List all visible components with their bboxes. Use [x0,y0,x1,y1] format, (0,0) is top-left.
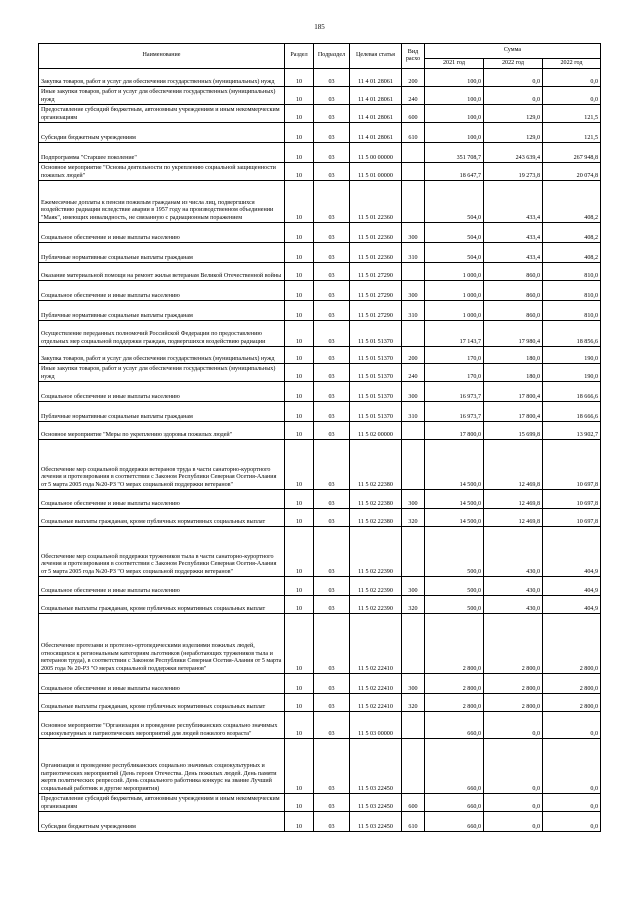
table-row [39,509,601,527]
target-cell: 11 5 02 22410 [350,614,402,674]
page-number: 185 [314,23,325,31]
sum-2022b-cell: 0,0 [543,712,601,739]
section-cell: 10 [285,105,314,123]
sum-2022-cell: 430,0 [484,596,543,614]
target-cell: 11 5 01 51370 [350,321,402,347]
target-cell: 11 5 01 27290 [350,281,402,301]
name-cell: Оказание материальной помощи на ремонт жилья ветеранам Великой Отечественной войны [39,263,285,281]
sum-2021-cell: 16 973,7 [425,402,484,422]
target-cell: 11 5 01 51370 [350,364,402,382]
sum-2021-cell: 1 000,0 [425,301,484,321]
sum-2022-cell: 243 639,4 [484,143,543,163]
name-cell: Социальное обеспечение и иные выплаты населению [39,674,285,694]
subsection-cell: 03 [314,694,350,712]
section-cell: 10 [285,263,314,281]
sum-2022b-cell: 810,0 [543,301,601,321]
sum-2022b-cell: 13 902,7 [543,422,601,440]
vid-cell: 600 [402,794,425,812]
table-row [39,181,601,223]
section-cell: 10 [285,382,314,402]
table-row [39,422,601,440]
name-cell: Публичные нормативные социальные выплаты гражданам [39,243,285,263]
sum-2021-cell: 100,0 [425,69,484,87]
section-cell: 10 [285,301,314,321]
target-cell: 11 5 02 22410 [350,674,402,694]
table-row [39,223,601,243]
name-cell: Обеспечение мер социальной поддержки тружеников тыла в части санаторно-курортного лечения и протезирования в соответствии с Законом Республики Северная Осетия-Алания от 5 марта 2005 года №20-РЗ "О мерах социальной поддержки ветеранов" [39,527,285,577]
sum-2022-cell: 0,0 [484,69,543,87]
sum-2022-cell: 2 800,0 [484,674,543,694]
subsection-cell: 03 [314,223,350,243]
target-cell: 11 5 01 27290 [350,301,402,321]
table-row [39,69,601,87]
subsection-cell: 03 [314,422,350,440]
table-row [39,143,601,163]
header-year-2022b: 2022 год [543,59,601,69]
subsection-cell: 03 [314,490,350,509]
sum-2022b-cell: 121,5 [543,123,601,143]
sum-2022-cell: 433,4 [484,181,543,223]
section-cell: 10 [285,614,314,674]
vid-cell: 300 [402,490,425,509]
subsection-cell: 03 [314,739,350,794]
name-cell: Публичные нормативные социальные выплаты гражданам [39,402,285,422]
sum-2022b-cell: 2 800,0 [543,674,601,694]
header-year-2021: 2021 год [425,59,484,69]
sum-2022-cell: 17 800,4 [484,402,543,422]
subsection-cell: 03 [314,87,350,105]
vid-cell: 310 [402,243,425,263]
table-row [39,614,601,674]
name-cell: Социальное обеспечение и иные выплаты населению [39,281,285,301]
section-cell: 10 [285,527,314,577]
sum-2022-cell: 0,0 [484,712,543,739]
vid-cell [402,143,425,163]
name-cell: Субсидии бюджетным учреждениям [39,123,285,143]
sum-2022-cell: 17 800,4 [484,382,543,402]
target-cell: 11 5 01 22360 [350,181,402,223]
vid-cell: 240 [402,364,425,382]
subsection-cell: 03 [314,674,350,694]
section-cell: 10 [285,509,314,527]
header-sum: Сумма [425,44,601,59]
vid-cell [402,422,425,440]
sum-2022b-cell: 10 697,8 [543,509,601,527]
sum-2022b-cell: 190,0 [543,347,601,364]
sum-2022b-cell: 0,0 [543,87,601,105]
sum-2021-cell: 504,0 [425,243,484,263]
vid-cell: 320 [402,509,425,527]
sum-2022-cell: 17 980,4 [484,321,543,347]
vid-cell [402,263,425,281]
subsection-cell: 03 [314,123,350,143]
sum-2022-cell: 0,0 [484,87,543,105]
vid-cell: 600 [402,105,425,123]
vid-cell [402,712,425,739]
section-cell: 10 [285,181,314,223]
subsection-cell: 03 [314,163,350,181]
name-cell: Публичные нормативные социальные выплаты гражданам [39,301,285,321]
section-cell: 10 [285,347,314,364]
sum-2021-cell: 17 800,0 [425,422,484,440]
sum-2022-cell: 430,0 [484,527,543,577]
sum-2022-cell: 12 469,8 [484,440,543,490]
name-cell: Обеспечение мер социальной поддержки ветеранов труда в части санаторно-курортного лечения и протезирования в соответствии с Законом Республики Северная Осетия-Алания от 5 марта 2005 года №20-РЗ "О мерах социальной поддержки ветеранов" [39,440,285,490]
subsection-cell: 03 [314,812,350,832]
sum-2021-cell: 660,0 [425,712,484,739]
sum-2022b-cell: 10 697,8 [543,440,601,490]
sum-2022b-cell: 2 800,0 [543,694,601,712]
table-row [39,364,601,382]
sum-2022b-cell: 0,0 [543,69,601,87]
subsection-cell: 03 [314,105,350,123]
section-cell: 10 [285,163,314,181]
sum-2022b-cell: 810,0 [543,263,601,281]
table-row [39,87,601,105]
vid-cell: 300 [402,577,425,596]
sum-2022-cell: 12 469,8 [484,490,543,509]
section-cell: 10 [285,243,314,263]
table-row [39,347,601,364]
name-cell: Организация и проведение республиканских социально значимых социокультурных и патриотических мероприятий (День героев Отечества. День пожилых людей. День памяти жертв политических репрессий. День социального работника конкурс на звание Лучший социальный работник и другие мероприятия) [39,739,285,794]
table-row [39,281,601,301]
target-cell: 11 5 01 00000 [350,163,402,181]
vid-cell [402,321,425,347]
table-row [39,402,601,422]
sum-2021-cell: 14 500,0 [425,509,484,527]
budget-table [38,43,601,832]
sum-2021-cell: 1 000,0 [425,263,484,281]
table-row [39,694,601,712]
name-cell: Ежемесячные доплаты к пенсии пожилым гражданам из числа лиц, подвергшихся воздействию радиации вследствие аварии в 1957 году на производственном объединении "Маяк", имеющих инвалидность, не связанную с радиационным поражением [39,181,285,223]
table-row [39,527,601,577]
name-cell: Социальные выплаты гражданам, кроме публичных нормативных социальных выплат [39,509,285,527]
section-cell: 10 [285,87,314,105]
sum-2021-cell: 17 143,7 [425,321,484,347]
sum-2021-cell: 500,0 [425,596,484,614]
subsection-cell: 03 [314,69,350,87]
target-cell: 11 5 02 22390 [350,596,402,614]
sum-2022b-cell: 404,9 [543,527,601,577]
subsection-cell: 03 [314,712,350,739]
target-cell: 11 4 01 28061 [350,123,402,143]
header-year-2022: 2022 год [484,59,543,69]
sum-2022b-cell: 0,0 [543,812,601,832]
vid-cell [402,440,425,490]
subsection-cell: 03 [314,402,350,422]
table-row [39,163,601,181]
sum-2022b-cell: 2 800,0 [543,614,601,674]
subsection-cell: 03 [314,243,350,263]
name-cell: Социальное обеспечение и иные выплаты населению [39,382,285,402]
target-cell: 11 5 02 22410 [350,694,402,712]
section-cell: 10 [285,223,314,243]
subsection-cell: 03 [314,614,350,674]
target-cell: 11 4 01 28061 [350,87,402,105]
vid-cell: 310 [402,301,425,321]
sum-2022b-cell: 810,0 [543,281,601,301]
subsection-cell: 03 [314,281,350,301]
target-cell: 11 5 01 22360 [350,243,402,263]
table-body [39,69,601,832]
target-cell: 11 5 01 27290 [350,263,402,281]
subsection-cell: 03 [314,382,350,402]
sum-2022-cell: 0,0 [484,794,543,812]
vid-cell [402,527,425,577]
section-cell: 10 [285,794,314,812]
target-cell: 11 5 03 22450 [350,794,402,812]
sum-2021-cell: 100,0 [425,123,484,143]
table-row [39,440,601,490]
name-cell: Обеспечение протезами и протезно-ортопедическими изделиями пожилых людей, относящихся к региональным категориям льготников (неработающих тружеников тыла и ветеранов труда), в соответствии с Законом Республики Северная Осетия-Алания от 5 марта 2005 года № 20-РЗ "О мерах социальной поддержки ветеранов" [39,614,285,674]
subsection-cell: 03 [314,263,350,281]
table-header-row [39,44,601,59]
sum-2021-cell: 2 800,0 [425,674,484,694]
header-target: Целевая статья [350,44,402,69]
sum-2022-cell: 430,0 [484,577,543,596]
table-row [39,596,601,614]
sum-2021-cell: 16 973,7 [425,382,484,402]
sum-2021-cell: 2 800,0 [425,614,484,674]
table-row [39,812,601,832]
subsection-cell: 03 [314,143,350,163]
table-row [39,794,601,812]
table-row [39,105,601,123]
sum-2021-cell: 100,0 [425,105,484,123]
name-cell: Социальное обеспечение и иные выплаты населению [39,577,285,596]
sum-2022b-cell: 408,2 [543,223,601,243]
target-cell: 11 5 00 00000 [350,143,402,163]
subsection-cell: 03 [314,794,350,812]
sum-2022-cell: 129,0 [484,123,543,143]
section-cell: 10 [285,712,314,739]
name-cell: Закупка товаров, работ и услуг для обеспечения государственных (муниципальных) нужд [39,69,285,87]
name-cell: Подпрограмма "Старшее поколение" [39,143,285,163]
target-cell: 11 5 02 00000 [350,422,402,440]
target-cell: 11 5 02 22390 [350,527,402,577]
sum-2022-cell: 12 469,8 [484,509,543,527]
sum-2022b-cell: 190,0 [543,364,601,382]
sum-2021-cell: 1 000,0 [425,281,484,301]
target-cell: 11 5 02 22390 [350,577,402,596]
subsection-cell: 03 [314,527,350,577]
subsection-cell: 03 [314,181,350,223]
header-subsection: Подраздел [314,44,350,69]
table-row [39,123,601,143]
subsection-cell: 03 [314,347,350,364]
vid-cell: 240 [402,87,425,105]
section-cell: 10 [285,364,314,382]
target-cell: 11 5 01 51370 [350,402,402,422]
section-cell: 10 [285,739,314,794]
vid-cell: 300 [402,674,425,694]
sum-2021-cell: 2 800,0 [425,694,484,712]
subsection-cell: 03 [314,364,350,382]
name-cell: Социальные выплаты гражданам, кроме публичных нормативных социальных выплат [39,694,285,712]
sum-2021-cell: 504,0 [425,223,484,243]
sum-2022-cell: 19 273,8 [484,163,543,181]
section-cell: 10 [285,143,314,163]
table-row [39,712,601,739]
subsection-cell: 03 [314,321,350,347]
header-name: Наименование [39,44,285,69]
target-cell: 11 5 03 22450 [350,739,402,794]
vid-cell: 610 [402,812,425,832]
sum-2022-cell: 433,4 [484,223,543,243]
sum-2021-cell: 504,0 [425,181,484,223]
vid-cell: 300 [402,382,425,402]
sum-2021-cell: 14 500,0 [425,490,484,509]
section-cell: 10 [285,812,314,832]
header-section: Раздел [285,44,314,69]
section-cell: 10 [285,281,314,301]
table-row [39,263,601,281]
vid-cell [402,181,425,223]
table-row [39,739,601,794]
vid-cell: 310 [402,402,425,422]
sum-2022-cell: 180,0 [484,364,543,382]
subsection-cell: 03 [314,509,350,527]
sum-2022-cell: 860,0 [484,281,543,301]
name-cell: Предоставление субсидий бюджетным, автономным учреждениям и иным некоммерческим организациям [39,794,285,812]
sum-2021-cell: 500,0 [425,527,484,577]
vid-cell: 320 [402,596,425,614]
target-cell: 11 5 01 51370 [350,347,402,364]
sum-2021-cell: 660,0 [425,794,484,812]
target-cell: 11 5 01 51370 [350,382,402,402]
section-cell: 10 [285,321,314,347]
vid-cell: 300 [402,223,425,243]
sum-2022b-cell: 404,9 [543,596,601,614]
section-cell: 10 [285,577,314,596]
sum-2022-cell: 0,0 [484,739,543,794]
name-cell: Социальные выплаты гражданам, кроме публичных нормативных социальных выплат [39,596,285,614]
sum-2022-cell: 860,0 [484,263,543,281]
section-cell: 10 [285,694,314,712]
name-cell: Социальное обеспечение и иные выплаты населению [39,490,285,509]
vid-cell: 200 [402,69,425,87]
name-cell: Субсидии бюджетным учреждениям [39,812,285,832]
section-cell: 10 [285,422,314,440]
section-cell: 10 [285,490,314,509]
sum-2021-cell: 351 708,7 [425,143,484,163]
table-row [39,243,601,263]
sum-2022-cell: 2 800,0 [484,614,543,674]
name-cell: Иные закупки товаров, работ и услуг для обеспечения государственных (муниципальных) нужд [39,87,285,105]
subsection-cell: 03 [314,596,350,614]
target-cell: 11 4 01 28061 [350,105,402,123]
name-cell: Основное мероприятие "Организация и проведение республиканских социально значимых социокультурных и патриотических мероприятий для людей пожилого возраста" [39,712,285,739]
name-cell: Основное мероприятие "Основы деятельности по укреплению социальной защищенности пожилых людей" [39,163,285,181]
sum-2022-cell: 129,0 [484,105,543,123]
name-cell: Социальное обеспечение и иные выплаты населению [39,223,285,243]
table-row [39,490,601,509]
name-cell: Иные закупки товаров, работ и услуг для обеспечения государственных (муниципальных) нужд [39,364,285,382]
section-cell: 10 [285,440,314,490]
target-cell: 11 4 01 28061 [350,69,402,87]
target-cell: 11 5 02 22380 [350,440,402,490]
sum-2022b-cell: 408,2 [543,243,601,263]
sum-2021-cell: 170,0 [425,347,484,364]
target-cell: 11 5 03 22450 [350,812,402,832]
sum-2022-cell: 15 699,8 [484,422,543,440]
table-row [39,321,601,347]
target-cell: 11 5 02 22380 [350,509,402,527]
sum-2021-cell: 660,0 [425,812,484,832]
header-vid: Вид расхо [402,44,425,69]
name-cell: Основное мероприятие "Меры по укреплению здоровья пожилых людей" [39,422,285,440]
vid-cell [402,614,425,674]
vid-cell: 610 [402,123,425,143]
sum-2022-cell: 433,4 [484,243,543,263]
table-row [39,382,601,402]
vid-cell [402,739,425,794]
target-cell: 11 5 03 00000 [350,712,402,739]
target-cell: 11 5 01 22360 [350,223,402,243]
section-cell: 10 [285,674,314,694]
vid-cell: 320 [402,694,425,712]
sum-2021-cell: 18 647,7 [425,163,484,181]
sum-2022b-cell: 0,0 [543,739,601,794]
vid-cell [402,163,425,181]
subsection-cell: 03 [314,577,350,596]
sum-2022-cell: 0,0 [484,812,543,832]
subsection-cell: 03 [314,301,350,321]
sum-2022b-cell: 10 697,8 [543,490,601,509]
section-cell: 10 [285,596,314,614]
sum-2022b-cell: 0,0 [543,794,601,812]
name-cell: Осуществление переданных полномочий Российской Федерации по предоставлению отдельных мер социальной поддержки граждан, подвергшихся воздействию радиации [39,321,285,347]
subsection-cell: 03 [314,440,350,490]
vid-cell: 300 [402,281,425,301]
name-cell: Закупка товаров, работ и услуг для обеспечения государственных (муниципальных) нужд [39,347,285,364]
sum-2022b-cell: 408,2 [543,181,601,223]
table-row [39,301,601,321]
sum-2022b-cell: 404,9 [543,577,601,596]
table-row [39,577,601,596]
sum-2021-cell: 500,0 [425,577,484,596]
sum-2022-cell: 180,0 [484,347,543,364]
vid-cell: 200 [402,347,425,364]
sum-2022-cell: 860,0 [484,301,543,321]
sum-2022b-cell: 20 074,8 [543,163,601,181]
name-cell: Предоставление субсидий бюджетным, автономным учреждениям и иным некоммерческим организациям [39,105,285,123]
sum-2022b-cell: 121,5 [543,105,601,123]
sum-2022b-cell: 18 666,6 [543,382,601,402]
sum-2021-cell: 14 500,0 [425,440,484,490]
sum-2021-cell: 660,0 [425,739,484,794]
sum-2021-cell: 170,0 [425,364,484,382]
section-cell: 10 [285,123,314,143]
sum-2022b-cell: 18 666,6 [543,402,601,422]
section-cell: 10 [285,69,314,87]
sum-2021-cell: 100,0 [425,87,484,105]
target-cell: 11 5 02 22380 [350,490,402,509]
sum-2022b-cell: 18 856,6 [543,321,601,347]
sum-2022-cell: 2 800,0 [484,694,543,712]
table-row [39,674,601,694]
sum-2022b-cell: 267 948,8 [543,143,601,163]
section-cell: 10 [285,402,314,422]
